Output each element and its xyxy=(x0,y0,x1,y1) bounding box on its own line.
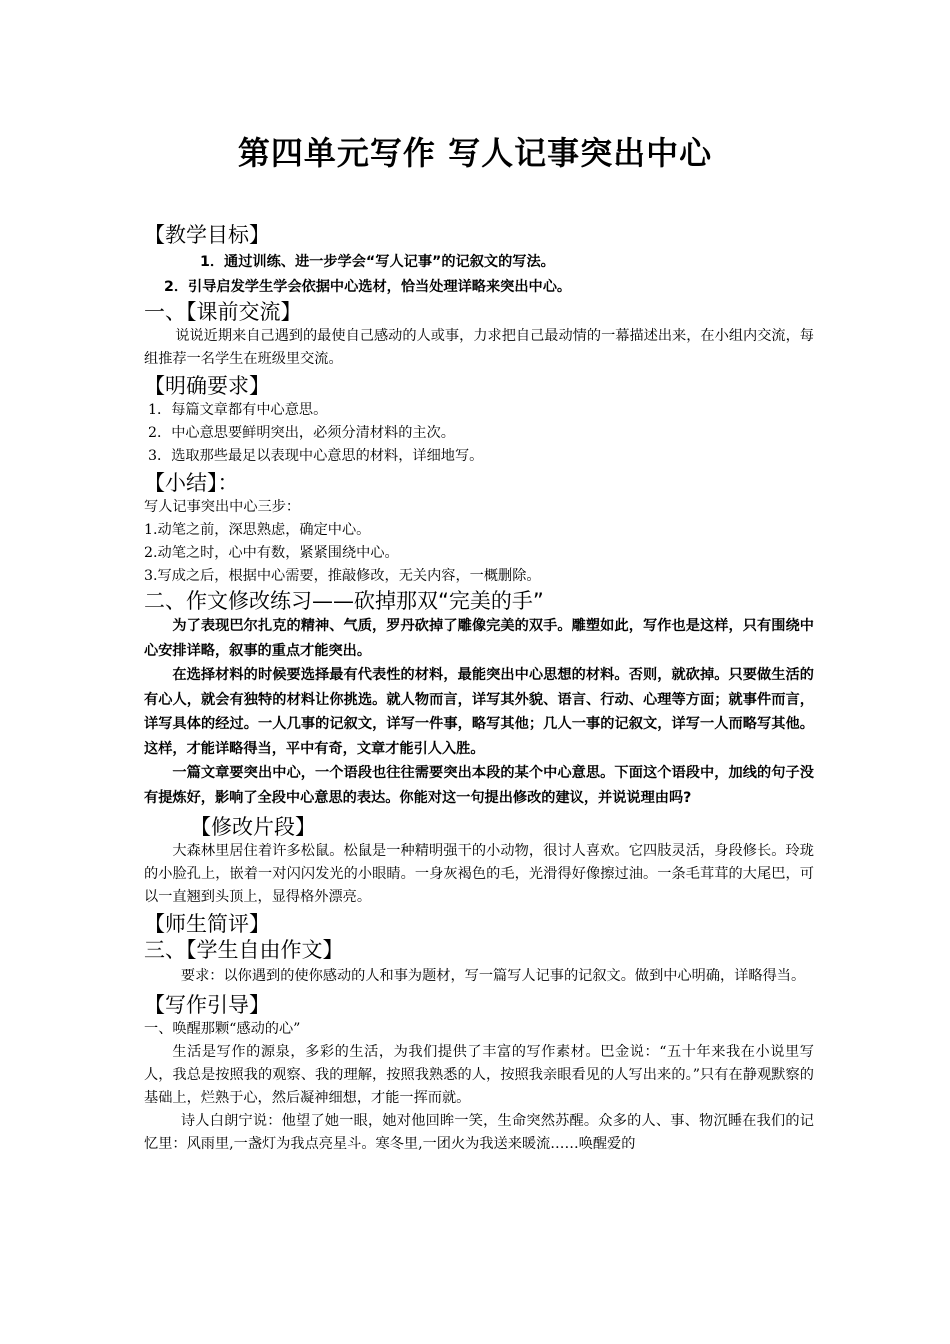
summary-line: 2.动笔之时，心中有数，紧紧围绕中心。 xyxy=(144,545,399,561)
guide-heading: 【写作引导】 xyxy=(144,993,270,1017)
summary-line: 3.写成之后，根据中心需要，推敲修改，无关内容，一概删除。 xyxy=(144,568,541,584)
summary-line: 写人记事突出中心三步： xyxy=(144,499,301,515)
excerpt-heading: 【修改片段】 xyxy=(190,815,316,839)
guide-paragraph: 诗人白朗宁说：他望了她一眼，她对他回眸一笑，生命突然苏醒。众多的人、事、物沉睡在我们的记忆里：风雨里,一盏灯为我点亮星斗。寒冬里,一团火为我送来暖流……唤醒爱的 xyxy=(144,1113,814,1152)
requirement-item: 1．每篇文章都有中心意思。 xyxy=(148,402,328,418)
review-heading: 【师生简评】 xyxy=(144,912,270,936)
goal-item: 1．通过训练、进一步学会“写人记事”的记叙文的写法。 xyxy=(200,254,555,270)
section-3-body: 要求：以你遇到的使你感动的人和事为题材，写一篇写人记事的记叙文。做到中心明确，详略得当。 xyxy=(180,968,806,984)
summary-line: 1.动笔之前，深思熟虑，确定中心。 xyxy=(144,522,371,538)
requirement-item: 2．中心意思要鲜明突出，必须分清材料的主次。 xyxy=(148,425,455,441)
section-2-paragraph: 为了表现巴尔扎克的精神、气质，罗丹砍掉了雕像完美的双手。雕塑如此，写作也是这样，只有围绕中心安排详略，叙事的重点才能突出。 xyxy=(144,618,814,659)
summary-heading: 【小结】： xyxy=(144,471,239,495)
section-1-heading: 一、【课前交流】 xyxy=(144,300,302,324)
guide-subheading: 一、唤醒那颗“感动的心” xyxy=(144,1021,301,1037)
goal-item: 2．引导启发学生学会依据中心选材，恰当处理详略来突出中心。 xyxy=(164,278,572,295)
section-2-heading: 二、作文修改练习——砍掉那双“完美的手” xyxy=(144,589,544,613)
excerpt-paragraph: 大森林里居住着许多松鼠。松鼠是一种精明强干的小动物，很讨人喜欢。它四肢灵活，身段修长。玲珑的小脸孔上，嵌着一对闪闪发光的小眼睛。一身灰褐色的毛，光滑得好像擦过油。一条毛茸茸的大尾巴，可以一直翘到头顶上，显得格外漂亮。 xyxy=(144,843,814,905)
goals-heading: 【教学目标】 xyxy=(144,223,270,247)
section-2-paragraph: 在选择材料的时候要选择最有代表性的材料，最能突出中心思想的材料。否则，就砍掉。只要做生活的有心人，就会有独特的材料让你挑选。就人物而言，详写其外貌、语言、行动、心理等方面；就事件而言，详写具体的经过。一人几事的记叙文，详写一件事，略写其他；几人一事的记叙文，详写一人而略写其他。这样，才能详略得当，平中有奇，文章才能引人入胜。 xyxy=(144,667,814,757)
page-title: 第四单元写作 写人记事突出中心 xyxy=(237,134,713,172)
requirements-heading: 【明确要求】 xyxy=(144,374,270,398)
section-1-body: 说说近期来自己遇到的最使自己感动的人或事，力求把自己最动情的一幕描述出来，在小组内交流，每组推荐一名学生在班级里交流。 xyxy=(144,328,814,367)
requirement-item: 3．选取那些最足以表现中心意思的材料，详细地写。 xyxy=(148,448,484,464)
guide-paragraph: 生活是写作的源泉，多彩的生活，为我们提供了丰富的写作素材。巴金说：“五十年来我在小说里写人，我总是按照我的观察、我的理解，按照我熟悉的人，按照我亲眼看见的人写出来的。”只有在静观默察的基础上，烂熟于心，然后凝神细想，才能一挥而就。 xyxy=(144,1044,814,1106)
document-body xyxy=(144,222,814,1156)
section-3-heading: 三、【学生自由作文】 xyxy=(144,938,344,962)
section-2-paragraph: 一篇文章要突出中心，一个语段也往往需要突出本段的某个中心意思。下面这个语段中，加线的句子没有提炼好，影响了全段中心意思的表达。你能对这一句提出修改的建议，并说说理由吗? xyxy=(144,765,814,806)
